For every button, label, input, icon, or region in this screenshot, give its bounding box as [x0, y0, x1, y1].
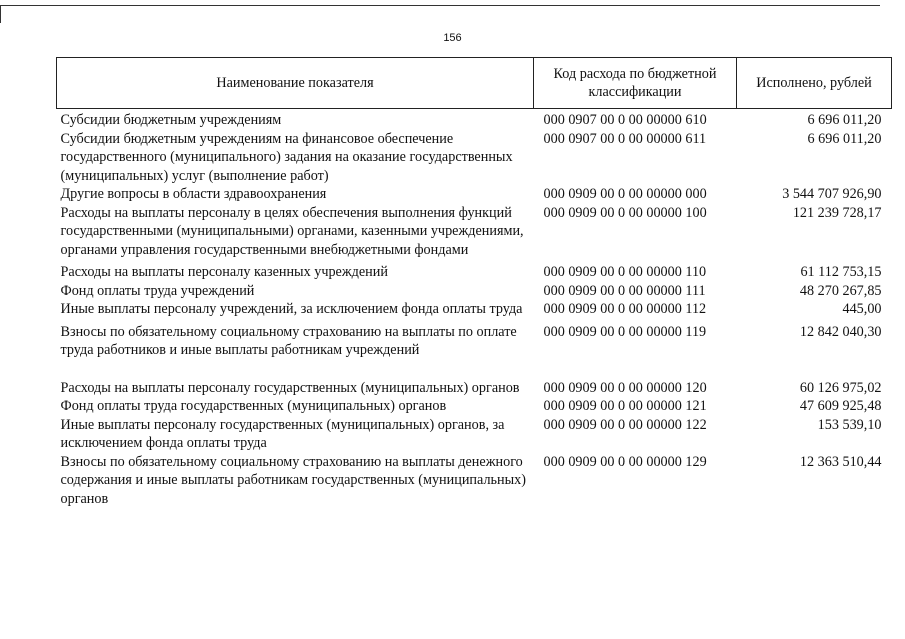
row-code: 000 0909 00 0 00 00000 120 [543, 379, 707, 396]
row-amount: 6 696 011,20 [807, 112, 882, 128]
row-amount: 6 696 011,20 [807, 130, 882, 147]
header-code: Код расхода по бюджетной классификации [534, 58, 737, 109]
row-code: 000 0909 00 0 00 00000 110 [543, 264, 707, 280]
table-row [57, 397, 892, 416]
row-name: Взносы по обязательному социальному страхованию на выплаты денежного содержания и иные выплаты работникам государственных (муниципальных) органов [60, 453, 526, 507]
row-code: 000 0909 00 0 00 00000 000 [543, 186, 707, 202]
row-amount: 153 539,10 [817, 416, 882, 433]
row-code: 000 0909 00 0 00 00000 111 [543, 282, 706, 299]
table-row [57, 360, 892, 398]
row-amount: 60 126 975,02 [799, 379, 882, 396]
table-row [57, 185, 892, 204]
row-amount: 48 270 267,85 [799, 282, 882, 299]
row-name: Фонд оплаты труда учреждений [60, 282, 255, 299]
left-border-line [0, 5, 1, 23]
row-code: 000 0909 00 0 00 00000 121 [543, 398, 707, 414]
row-amount: 12 363 510,44 [799, 453, 882, 470]
top-border-line [0, 5, 880, 6]
table-row [57, 109, 892, 130]
table-header-row [57, 58, 892, 109]
row-amount: 12 842 040,30 [799, 323, 882, 340]
header-amount: Исполнено, рублей [737, 58, 892, 109]
table-row [57, 204, 892, 260]
row-name: Субсидии бюджетным учреждениям на финансовое обеспечение государственного (муниципального) задания на оказание государственных (муниципальных) услуг (выполнение работ) [60, 130, 513, 184]
row-code: 000 0909 00 0 00 00000 119 [543, 323, 707, 340]
row-code: 000 0909 00 0 00 00000 100 [543, 204, 707, 221]
table-row [57, 453, 892, 509]
table-row [57, 416, 892, 453]
row-amount: 3 544 707 926,90 [782, 186, 882, 202]
row-name: Расходы на выплаты персоналу казенных учреждений [60, 264, 388, 280]
table-row [57, 282, 892, 301]
row-name: Фонд оплаты труда государственных (муниципальных) органов [60, 398, 447, 414]
row-amount: 121 239 728,17 [792, 204, 882, 221]
row-name: Взносы по обязательному социальному страхованию на выплаты по оплате труда работников и иные выплаты работникам учреждений [60, 323, 517, 358]
row-name: Иные выплаты персоналу учреждений, за исключением фонда оплаты труда [60, 301, 523, 317]
row-amount: 61 112 753,15 [800, 264, 882, 280]
page-number: 156 [443, 32, 462, 44]
header-name: Наименование показателя [57, 58, 534, 109]
row-name: Другие вопросы в области здравоохранения [60, 186, 327, 202]
table-row [57, 300, 892, 319]
budget-execution-table [56, 57, 892, 508]
row-code: 000 0909 00 0 00 00000 129 [543, 453, 707, 470]
row-code: 000 0907 00 0 00 00000 611 [543, 130, 707, 147]
row-name: Иные выплаты персоналу государственных (муниципальных) органов, за исключением фонда оплаты труда [60, 416, 505, 451]
row-code: 000 0909 00 0 00 00000 112 [543, 301, 707, 317]
table-row [57, 319, 892, 360]
row-amount: 47 609 925,48 [799, 398, 882, 414]
table-row [57, 259, 892, 282]
row-name: Субсидии бюджетным учреждениям [60, 112, 282, 128]
row-code: 000 0909 00 0 00 00000 122 [543, 416, 707, 433]
row-name: Расходы на выплаты персоналу в целях обеспечения выполнения функций государственными (муниципальными) органами, казенными учреждениями, органами управления государственными внебюджетными фондами [60, 204, 524, 258]
row-code: 000 0907 00 0 00 00000 610 [543, 112, 707, 128]
row-name: Расходы на выплаты персоналу государственных (муниципальных) органов [60, 379, 520, 396]
row-amount: 445,00 [842, 301, 882, 317]
table-row [57, 130, 892, 186]
